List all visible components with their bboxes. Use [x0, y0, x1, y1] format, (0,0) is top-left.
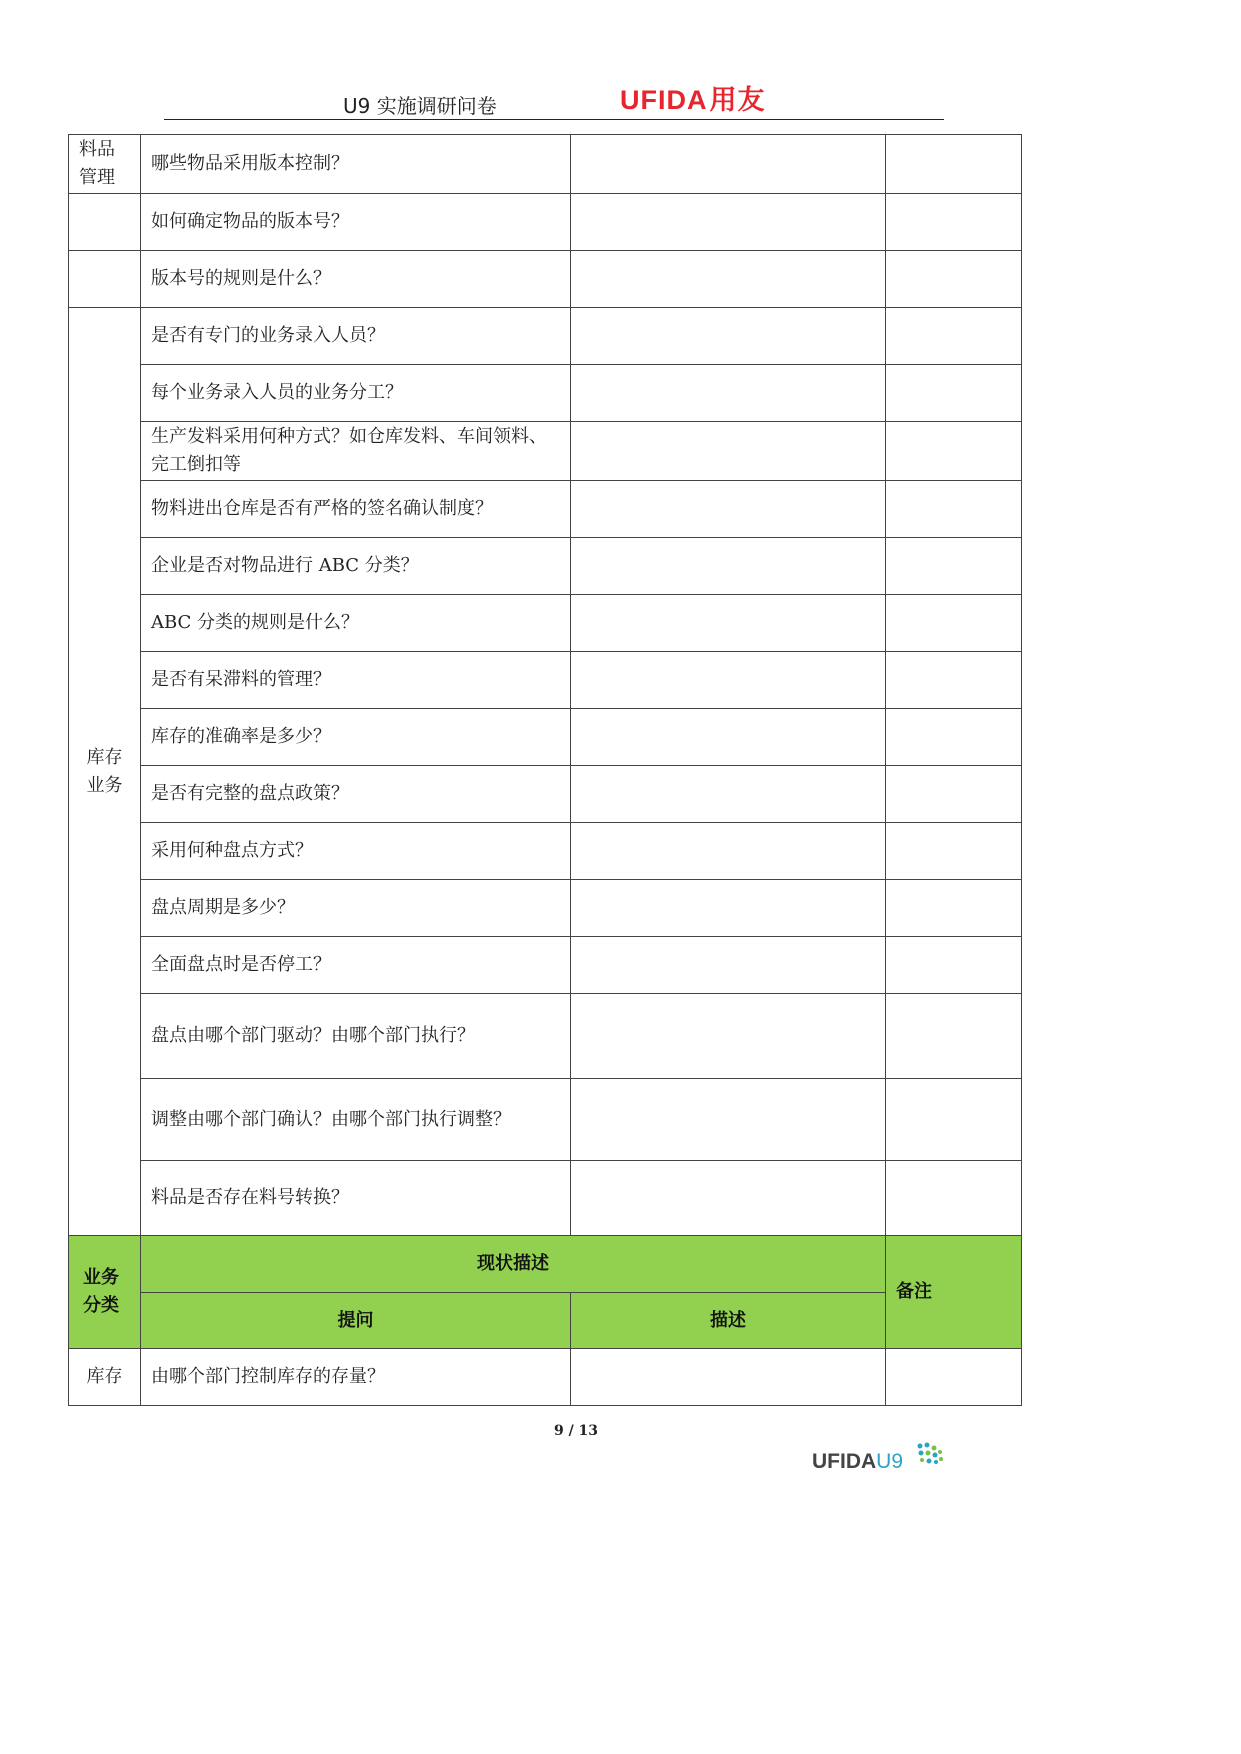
document-title: U9 实施调研问卷 [343, 94, 497, 118]
table-row [69, 365, 1022, 422]
table-row [69, 766, 1022, 823]
table-row [69, 308, 1022, 365]
logo-text: UFIDA [620, 85, 708, 115]
note-cell[interactable] [886, 538, 1022, 595]
table-row [69, 538, 1022, 595]
header-rule [164, 119, 944, 120]
header-category: 业务 分类 [69, 1236, 141, 1349]
note-cell[interactable] [886, 194, 1022, 251]
question-cell: 生产发料采用何种方式？如仓库发料、车间领料、完工倒扣等 [141, 422, 571, 481]
logo-cn-text: 用友 [709, 85, 766, 116]
header-description: 描述 [571, 1293, 886, 1349]
inventory-category-cell: 库存 业务 [69, 308, 141, 1236]
header-question: 提问 [141, 1293, 571, 1349]
note-cell[interactable] [886, 481, 1022, 538]
question-cell: 盘点由哪个部门驱动？由哪个部门执行？ [141, 994, 571, 1079]
description-cell[interactable] [571, 1161, 886, 1236]
table-row [69, 481, 1022, 538]
question-cell: 全面盘点时是否停工？ [141, 937, 571, 994]
description-cell[interactable] [571, 365, 886, 422]
question-cell: 库存的准确率是多少？ [141, 709, 571, 766]
note-cell[interactable] [886, 880, 1022, 937]
note-cell[interactable] [886, 994, 1022, 1079]
table-row [69, 709, 1022, 766]
header-note: 备注 [886, 1236, 1022, 1349]
description-cell[interactable] [571, 823, 886, 880]
description-cell[interactable] [571, 709, 886, 766]
table-row [69, 823, 1022, 880]
question-cell: 如何确定物品的版本号？ [141, 194, 571, 251]
footer-ufida-u9-logo [812, 1450, 903, 1474]
table-row [69, 135, 1022, 194]
survey-table [68, 134, 1022, 1406]
description-cell[interactable] [571, 937, 886, 994]
table-row [69, 194, 1022, 251]
note-cell[interactable] [886, 937, 1022, 994]
question-cell: 由哪个部门控制库存的存量？ [141, 1349, 571, 1406]
description-cell[interactable] [571, 194, 886, 251]
question-cell: 企业是否对物品进行 ABC 分类？ [141, 538, 571, 595]
description-cell[interactable] [571, 422, 886, 481]
page-number: 9 / 13 [553, 1423, 599, 1439]
table-header-row [69, 1293, 1022, 1349]
table-header-row [69, 1236, 1022, 1293]
note-cell[interactable] [886, 823, 1022, 880]
question-cell: ABC 分类的规则是什么？ [141, 595, 571, 652]
question-cell: 盘点周期是多少？ [141, 880, 571, 937]
category-cell [69, 194, 141, 251]
question-cell: 版本号的规则是什么？ [141, 251, 571, 308]
footer-logo-text: UFIDA [812, 1450, 877, 1473]
note-cell[interactable] [886, 766, 1022, 823]
header-status: 现状描述 [141, 1236, 886, 1293]
category-cell: 料品 管理 [69, 135, 141, 194]
question-cell: 采用何种盘点方式？ [141, 823, 571, 880]
note-cell[interactable] [886, 422, 1022, 481]
description-cell[interactable] [571, 481, 886, 538]
question-cell: 调整由哪个部门确认？由哪个部门执行调整？ [141, 1079, 571, 1161]
description-cell[interactable] [571, 251, 886, 308]
table-row [69, 880, 1022, 937]
question-cell: 是否有完整的盘点政策？ [141, 766, 571, 823]
note-cell[interactable] [886, 1079, 1022, 1161]
description-cell[interactable] [571, 538, 886, 595]
table-row [69, 595, 1022, 652]
category-cell [69, 251, 141, 308]
description-cell[interactable] [571, 595, 886, 652]
footer-logo-u9: U9 [876, 1450, 904, 1473]
note-cell[interactable] [886, 308, 1022, 365]
table-row [69, 1349, 1022, 1406]
note-cell[interactable] [886, 1349, 1022, 1406]
table-row [69, 994, 1022, 1079]
note-cell[interactable] [886, 1161, 1022, 1236]
description-cell[interactable] [571, 135, 886, 194]
note-cell[interactable] [886, 135, 1022, 194]
question-cell: 哪些物品采用版本控制？ [141, 135, 571, 194]
question-cell: 每个业务录入人员的业务分工？ [141, 365, 571, 422]
description-cell[interactable] [571, 994, 886, 1079]
category-cell: 库存 [69, 1349, 141, 1406]
table-row [69, 937, 1022, 994]
description-cell[interactable] [571, 1349, 886, 1406]
question-cell: 是否有专门的业务录入人员？ [141, 308, 571, 365]
question-cell: 是否有呆滞料的管理？ [141, 652, 571, 709]
note-cell[interactable] [886, 251, 1022, 308]
table-row [69, 1161, 1022, 1236]
description-cell[interactable] [571, 766, 886, 823]
table-row [69, 422, 1022, 481]
description-cell[interactable] [571, 1079, 886, 1161]
table-row [69, 652, 1022, 709]
description-cell[interactable] [571, 652, 886, 709]
table-row [69, 1079, 1022, 1161]
logo-dots-icon [916, 1441, 944, 1471]
description-cell[interactable] [571, 880, 886, 937]
question-cell: 物料进出仓库是否有严格的签名确认制度？ [141, 481, 571, 538]
description-cell[interactable] [571, 308, 886, 365]
note-cell[interactable] [886, 652, 1022, 709]
question-cell: 料品是否存在料号转换？ [141, 1161, 571, 1236]
table-row [69, 251, 1022, 308]
note-cell[interactable] [886, 709, 1022, 766]
ufida-logo [620, 78, 766, 117]
note-cell[interactable] [886, 365, 1022, 422]
note-cell[interactable] [886, 595, 1022, 652]
